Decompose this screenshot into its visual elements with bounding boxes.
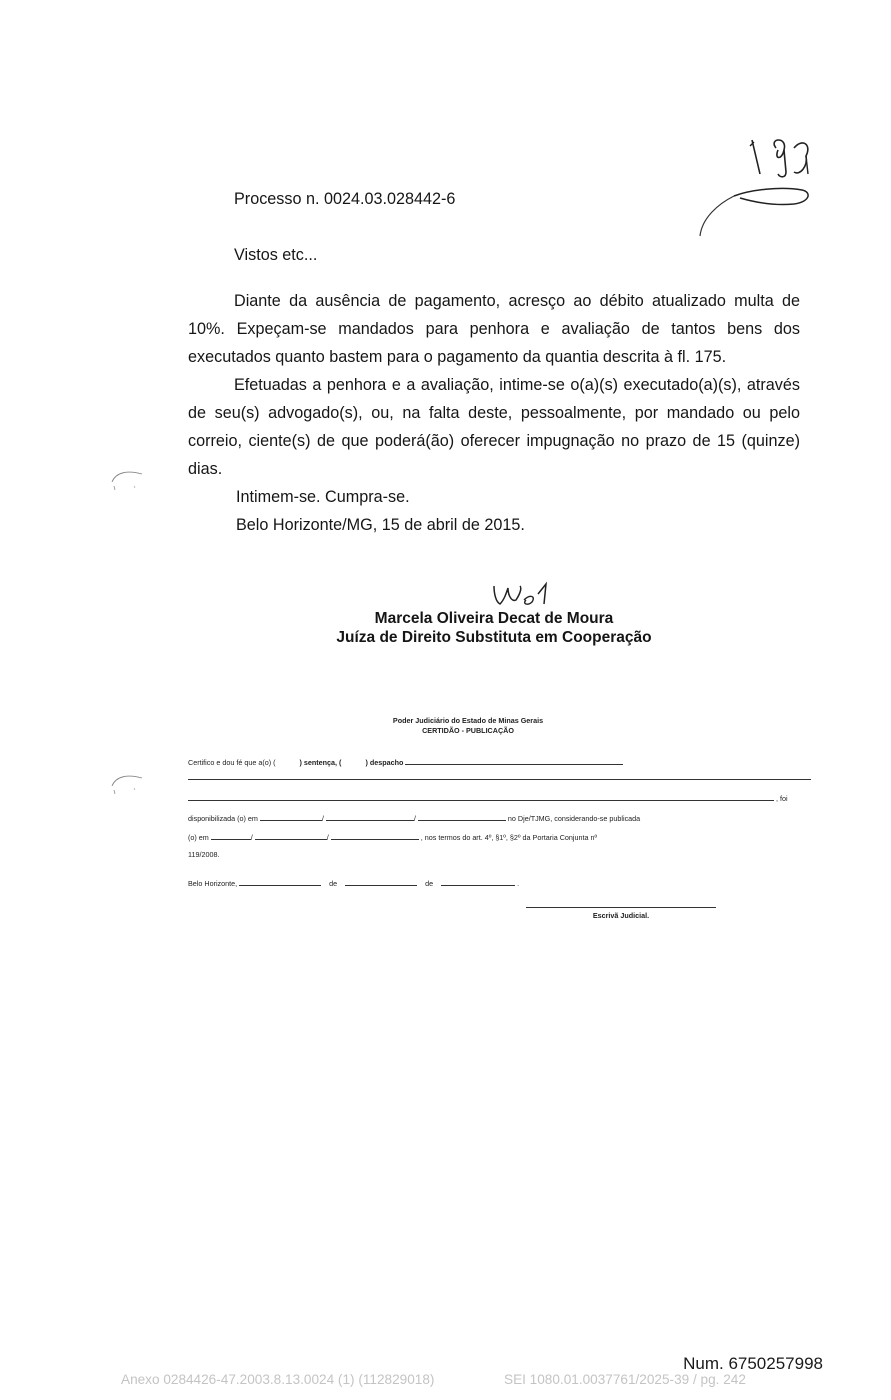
sentenca-option: ) sentença, ( — [299, 758, 342, 767]
certificate-header-2: CERTIDÃO - PUBLICAÇÃO — [422, 726, 514, 735]
date-line: Belo Horizonte/MG, 15 de abril de 2015. — [236, 516, 525, 534]
certificate-line-1 — [188, 756, 623, 767]
sei-reference: SEI 1080.01.0037761/2025-39 / pg. 242 — [504, 1372, 746, 1387]
year-blank — [418, 812, 506, 821]
date-day-blank — [239, 877, 321, 886]
signer-role: Juíza de Direito Substituta em Cooperação — [336, 629, 652, 646]
foi-text: , foi — [776, 794, 788, 803]
de-text-2: de — [425, 879, 434, 888]
publication-certificate — [188, 716, 814, 926]
handwritten-page-number — [690, 130, 820, 250]
signature-block — [294, 609, 694, 647]
month-blank — [326, 812, 414, 821]
date-year-blank — [441, 877, 515, 886]
slash: / — [326, 833, 329, 842]
paragraph-2: Efetuadas a penhora e a avaliação, intime-se o(a)(s) executado(a)(s), através de seu(s) advogado(s), ou, na falta deste, pessoalmente, por mandado ou pelo correio, ciente(s) de que poderá(ão) oferecer impugnação no prazo de 15 (quinze) dias. — [188, 376, 800, 478]
oem-text: (o) em — [188, 833, 209, 842]
handwritten-signature — [486, 578, 556, 612]
month-blank-2 — [255, 831, 327, 840]
period: . — [517, 879, 520, 888]
escriva-label: Escrivã Judicial. — [592, 911, 650, 920]
certificate-line-7 — [188, 877, 519, 888]
dje-text: no Dje/TJMG, considerando-se publicada — [507, 814, 641, 823]
certificate-line-3 — [188, 792, 788, 803]
blank-line-3 — [188, 792, 774, 801]
city-text: Belo Horizonte, — [188, 879, 238, 888]
certifico-text: Certifico e dou fé que a(o) ( — [188, 758, 276, 767]
paragraph-1: Diante da ausência de pagamento, acresço ao débito atualizado multa de 10%. Expeçam-se mandados para penhora e avaliação de tantos bens dos executados quanto bastem para o pagamento da quantia descrita à fl. 175. — [188, 292, 800, 366]
greeting: Vistos etc... — [234, 246, 318, 264]
certificate-line-4 — [188, 812, 640, 823]
signer-blank-line — [526, 907, 716, 908]
process-number: Processo n. 0024.03.028442-6 — [234, 190, 456, 208]
certificate-line-5 — [188, 831, 597, 842]
portaria-text: , nos termos do art. 4º, §1º, §2º da Portaria Conjunta nº — [420, 833, 598, 842]
certificate-line-6: 119/2008. — [188, 850, 220, 859]
despacho-option: ) despacho — [365, 758, 404, 767]
day-blank-2 — [211, 831, 251, 840]
margin-mark-2 — [108, 770, 148, 800]
slash: / — [321, 814, 324, 823]
slash: / — [250, 833, 253, 842]
paragraph-3: Intimem-se. Cumpra-se. — [236, 488, 410, 506]
certificate-blank-line-2 — [188, 779, 811, 780]
despacho-blank — [405, 756, 623, 765]
document-number: Num. 6750257998 — [683, 1354, 823, 1373]
certificate-header-1: Poder Judiciário do Estado de Minas Gerais — [392, 716, 544, 725]
slash: / — [413, 814, 416, 823]
margin-mark-1 — [108, 466, 148, 496]
disponibilizada-text: disponibilizada (o) em — [188, 814, 258, 823]
de-text-1: de — [329, 879, 338, 888]
date-month-blank — [345, 877, 417, 886]
page-number-scribble — [690, 130, 820, 250]
year-blank-2 — [331, 831, 419, 840]
signer-name: Marcela Oliveira Decat de Moura — [374, 610, 614, 627]
day-blank — [260, 812, 322, 821]
annex-reference: Anexo 0284426-47.2003.8.13.0024 (1) (112829018) — [121, 1372, 435, 1387]
